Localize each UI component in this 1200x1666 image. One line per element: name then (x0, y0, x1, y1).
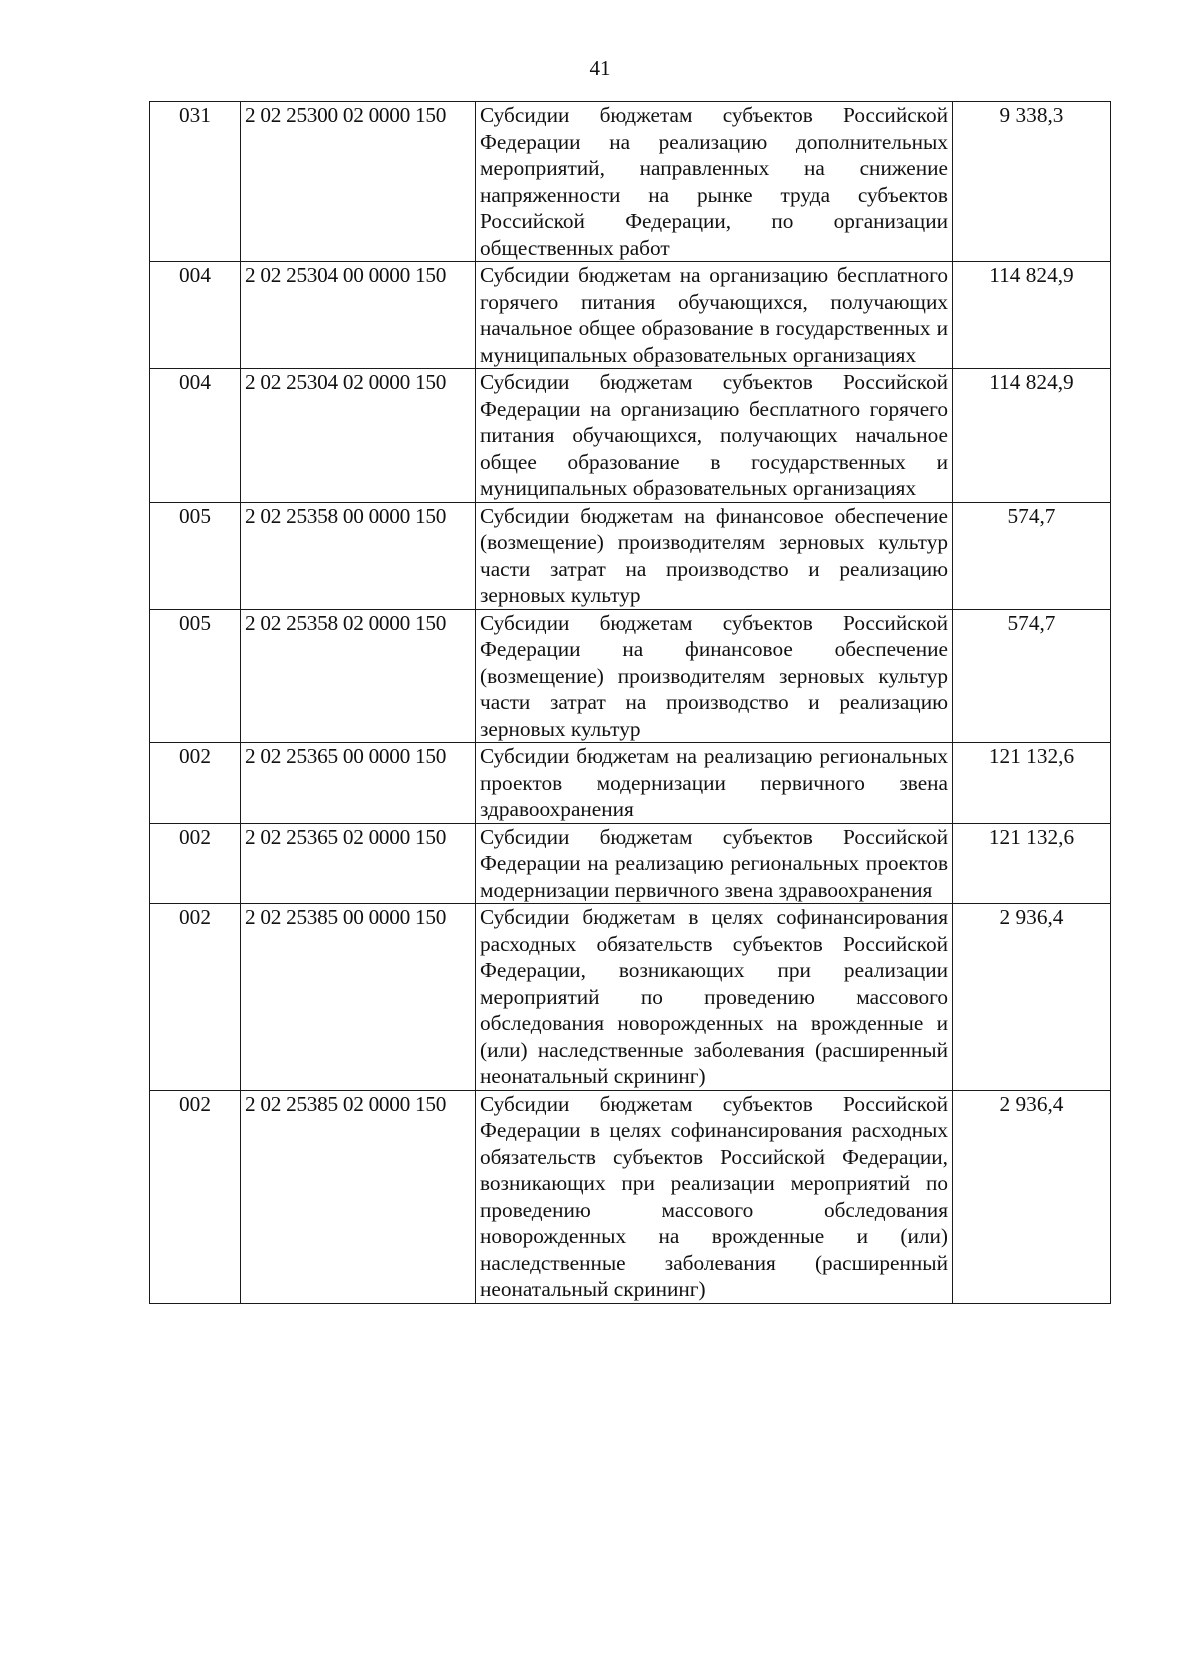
table-row (150, 262, 1111, 369)
budget-classification-code-cell: 2 02 25300 02 0000 150 (241, 102, 476, 262)
amount-cell: 114 824,9 (953, 262, 1111, 369)
amount-cell: 2 936,4 (953, 1090, 1111, 1303)
table-row (150, 904, 1111, 1091)
budget-classification-code-cell: 2 02 25385 00 0000 150 (241, 904, 476, 1091)
admin-code-cell: 005 (150, 609, 241, 743)
admin-code-cell: 002 (150, 1090, 241, 1303)
amount-cell: 574,7 (953, 609, 1111, 743)
table-row (150, 743, 1111, 824)
description-cell: Субсидии бюджетам на реализацию региональных проектов модернизации первичного звена здравоохранения (476, 743, 953, 824)
description-cell: Субсидии бюджетам на финансовое обеспечение (возмещение) производителям зерновых культур части затрат на производство и реализацию зерновых культур (476, 502, 953, 609)
table-row (150, 102, 1111, 262)
table-row (150, 1090, 1111, 1303)
amount-cell: 121 132,6 (953, 823, 1111, 904)
description-cell: Субсидии бюджетам субъектов Российской Федерации на финансовое обеспечение (возмещение) производителям зерновых культур части затрат на производство и реализацию зерновых культур (476, 609, 953, 743)
budget-classification-code-cell: 2 02 25304 02 0000 150 (241, 369, 476, 503)
table-row (150, 609, 1111, 743)
admin-code-cell: 002 (150, 904, 241, 1091)
budget-classification-code-cell: 2 02 25358 02 0000 150 (241, 609, 476, 743)
budget-classification-code-cell: 2 02 25365 00 0000 150 (241, 743, 476, 824)
table-row (150, 369, 1111, 503)
amount-cell: 121 132,6 (953, 743, 1111, 824)
table-row (150, 502, 1111, 609)
description-cell: Субсидии бюджетам субъектов Российской Федерации на организацию бесплатного горячего питания обучающихся, получающих начальное общее образование в государственных и муниципальных образовательных организациях (476, 369, 953, 503)
description-cell: Субсидии бюджетам субъектов Российской Федерации в целях софинансирования расходных обязательств субъектов Российской Федерации, возникающих при реализации мероприятий по проведению массового обследования новорожденных на врожденные и (или) наследственные заболевания (расширенный неонатальный скрининг) (476, 1090, 953, 1303)
description-cell: Субсидии бюджетам на организацию бесплатного горячего питания обучающихся, получающих начальное общее образование в государственных и муниципальных образовательных организациях (476, 262, 953, 369)
budget-revenue-table (149, 101, 1111, 1304)
amount-cell: 2 936,4 (953, 904, 1111, 1091)
description-cell: Субсидии бюджетам в целях софинансирования расходных обязательств субъектов Российской Федерации, возникающих при реализации мероприятий по проведению массового обследования новорожденных на врожденные и (или) наследственные заболевания (расширенный неонатальный скрининг) (476, 904, 953, 1091)
amount-cell: 9 338,3 (953, 102, 1111, 262)
description-cell: Субсидии бюджетам субъектов Российской Федерации на реализацию региональных проектов модернизации первичного звена здравоохранения (476, 823, 953, 904)
amount-cell: 114 824,9 (953, 369, 1111, 503)
description-cell: Субсидии бюджетам субъектов Российской Федерации на реализацию дополнительных мероприятий, направленных на снижение напряженности на рынке труда субъектов Российской Федерации, по организации общественных работ (476, 102, 953, 262)
budget-classification-code-cell: 2 02 25385 02 0000 150 (241, 1090, 476, 1303)
admin-code-cell: 004 (150, 262, 241, 369)
page-number: 41 (589, 56, 611, 80)
budget-classification-code-cell: 2 02 25365 02 0000 150 (241, 823, 476, 904)
amount-cell: 574,7 (953, 502, 1111, 609)
admin-code-cell: 002 (150, 743, 241, 824)
admin-code-cell: 004 (150, 369, 241, 503)
admin-code-cell: 031 (150, 102, 241, 262)
table-row (150, 823, 1111, 904)
admin-code-cell: 005 (150, 502, 241, 609)
admin-code-cell: 002 (150, 823, 241, 904)
budget-classification-code-cell: 2 02 25358 00 0000 150 (241, 502, 476, 609)
budget-classification-code-cell: 2 02 25304 00 0000 150 (241, 262, 476, 369)
